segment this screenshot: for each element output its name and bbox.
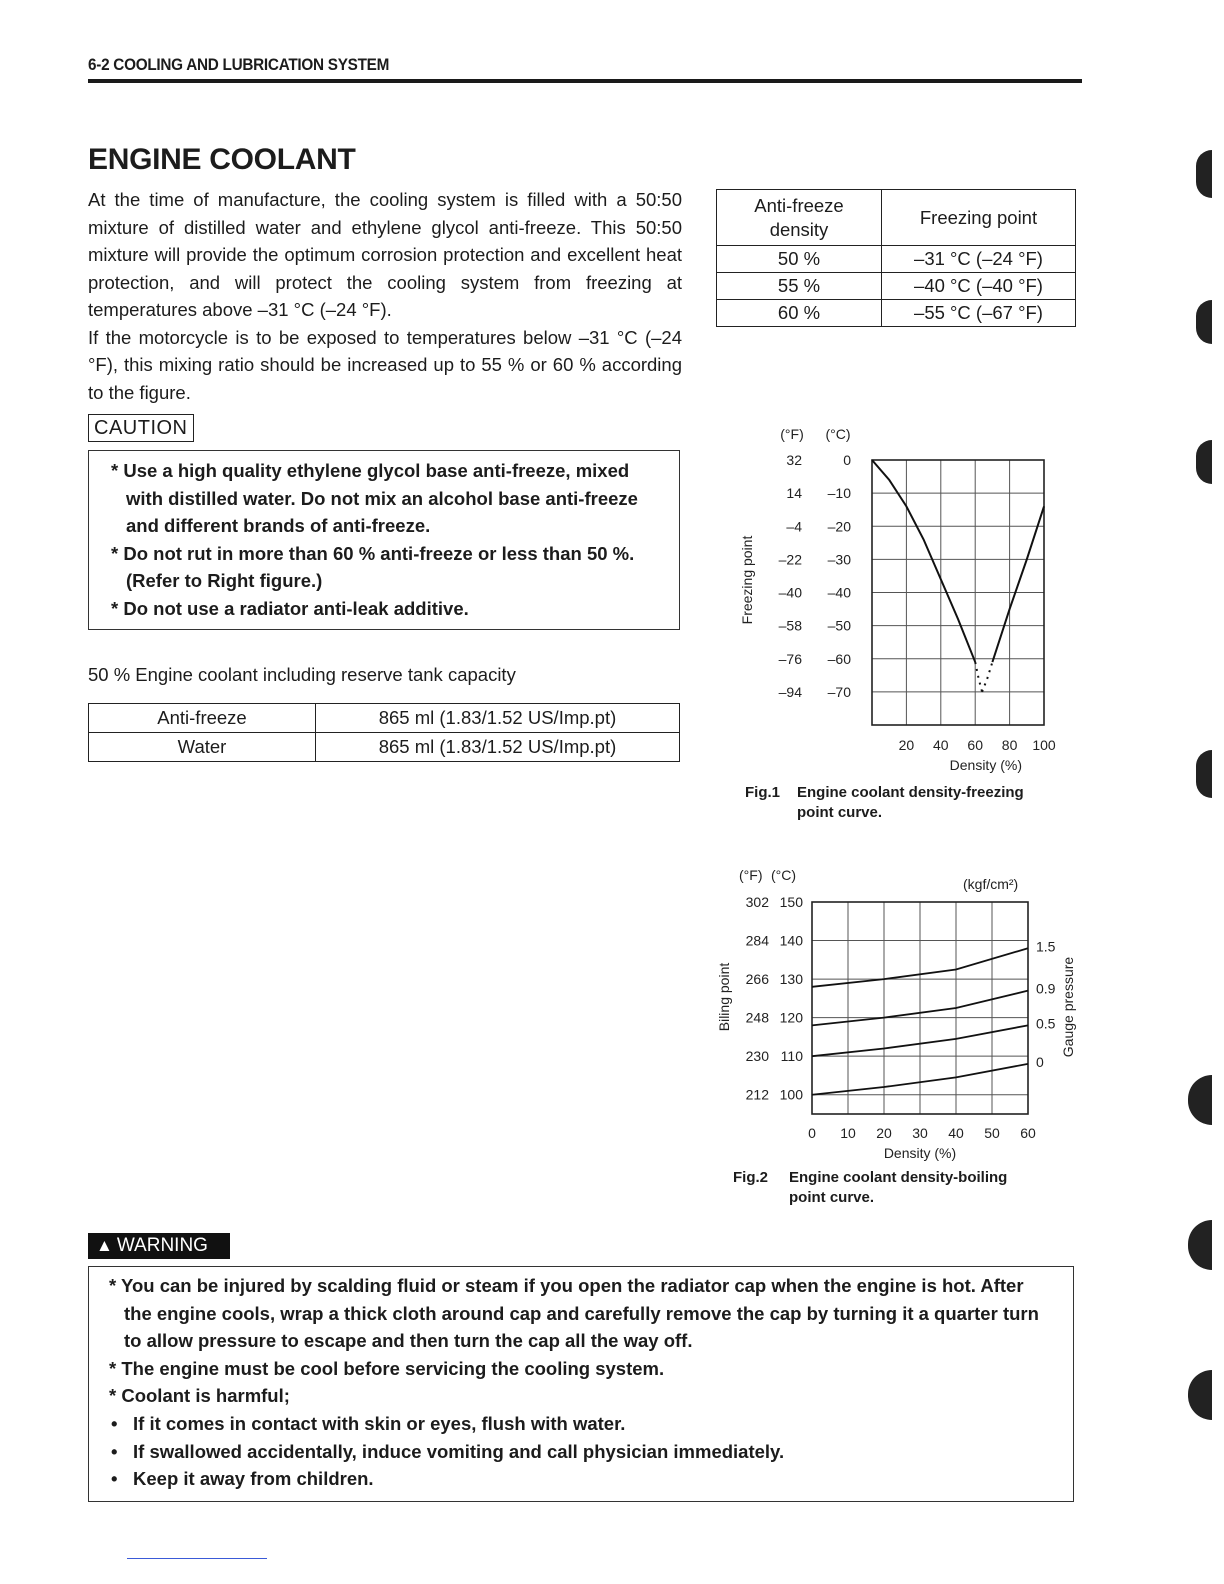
x-tick-label: 20 bbox=[876, 1125, 892, 1141]
capacity-value: 865 ml (1.83/1.52 US/Imp.pt) bbox=[316, 704, 680, 733]
warning-item: * The engine must be cool before servicing the cooling system. bbox=[109, 1355, 1053, 1383]
y-tick-label-f: 14 bbox=[786, 485, 802, 502]
binder-mark bbox=[1188, 1075, 1212, 1125]
capacity-table bbox=[88, 703, 680, 762]
pressure-label: 0.5 bbox=[1036, 1015, 1056, 1032]
x-tick-label: 30 bbox=[912, 1125, 928, 1141]
y-axis-label: Biling point bbox=[716, 962, 732, 1032]
figure-1-number: Fig.1 bbox=[745, 784, 781, 801]
section-header: 6-2 COOLING AND LUBRICATION SYSTEM bbox=[88, 55, 390, 74]
binder-mark bbox=[1196, 750, 1212, 798]
x-tick-label: 80 bbox=[1001, 737, 1018, 753]
y-tick-label-c: –60 bbox=[827, 650, 851, 667]
table-row bbox=[717, 273, 1076, 300]
figure-1-caption-line2: point curve. bbox=[797, 804, 883, 821]
y-tick-label-c: –50 bbox=[827, 617, 851, 634]
y-tick-label-c: 150 bbox=[779, 894, 803, 910]
figure-2-caption-line2: point curve. bbox=[789, 1189, 875, 1206]
figure-2-caption bbox=[733, 1168, 1007, 1208]
freezing-point-cell: –31 °C (–24 °F) bbox=[882, 246, 1076, 273]
y-tick-label-f: –4 bbox=[786, 518, 802, 535]
y-tick-label-f: 266 bbox=[745, 971, 769, 988]
caution-item: * Do not use a radiator anti-leak additive. bbox=[111, 595, 659, 623]
x-tick-label: 20 bbox=[898, 737, 915, 753]
intro-text bbox=[88, 186, 682, 406]
freezing-curve-line bbox=[992, 506, 1044, 662]
warning-triangle-icon: ▲ bbox=[96, 1236, 113, 1255]
x-tick-label: 0 bbox=[808, 1125, 816, 1141]
freezing-point-chart bbox=[720, 415, 1080, 780]
y-tick-label-f: 212 bbox=[745, 1086, 769, 1103]
y-tick-label-f: –40 bbox=[778, 584, 802, 601]
y-tick-label-c: 100 bbox=[779, 1086, 803, 1103]
figure-1-caption bbox=[745, 783, 1024, 823]
footer-rule bbox=[127, 1558, 267, 1559]
caution-list bbox=[89, 451, 679, 623]
table-row bbox=[89, 704, 680, 733]
warning-label bbox=[88, 1233, 230, 1259]
figure-1-caption-line1: Engine coolant density-freezing bbox=[797, 784, 1024, 801]
boiling-point-chart bbox=[705, 860, 1085, 1165]
warning-bullet: • If swallowed accidentally, induce vomiting and call physician immediately. bbox=[111, 1438, 1073, 1466]
density-cell: 60 % bbox=[717, 300, 882, 327]
intro-paragraph-2: If the motorcycle is to be exposed to temperatures below –31 °C (–24 °F), this mixing ratio should be increased up to 55 % or 60 % according to the figure. bbox=[88, 326, 682, 403]
axis-unit-c: (°C) bbox=[825, 426, 851, 442]
binder-mark bbox=[1196, 440, 1212, 484]
pressure-label: 1.5 bbox=[1036, 938, 1056, 955]
page-title: ENGINE COOLANT bbox=[88, 143, 356, 176]
y2-axis-label: Gauge pressure bbox=[1060, 956, 1076, 1058]
freezing-curve-line bbox=[975, 662, 982, 692]
caution-label: CAUTION bbox=[88, 414, 194, 442]
warning-item: * Coolant is harmful; bbox=[109, 1382, 1053, 1410]
figure-2-caption-line1: Engine coolant density-boiling bbox=[789, 1169, 1008, 1186]
warning-bullet: • If it comes in contact with skin or eyes, flush with water. bbox=[111, 1410, 1073, 1438]
caution-item: * Do not rut in more than 60 % anti-freeze or less than 50 %. (Refer to Right figure.) bbox=[111, 540, 659, 595]
x-tick-label: 100 bbox=[1032, 737, 1056, 753]
x-axis-label: Density (%) bbox=[883, 1145, 957, 1161]
y-tick-label-f: 230 bbox=[745, 1048, 769, 1065]
x-axis-label: Density (%) bbox=[949, 757, 1022, 773]
pressure-label: 0 bbox=[1036, 1053, 1044, 1070]
y-tick-label-c: 110 bbox=[780, 1048, 803, 1065]
freezing-point-table bbox=[716, 189, 1076, 327]
density-cell: 55 % bbox=[717, 273, 882, 300]
density-cell: 50 % bbox=[717, 246, 882, 273]
y-tick-label-c: –70 bbox=[827, 683, 851, 700]
table-row bbox=[717, 246, 1076, 273]
axis-unit-f: (°F) bbox=[780, 426, 804, 442]
axis-unit-pressure: (kgf/cm²) bbox=[963, 876, 1019, 892]
warning-bullet: • Keep it away from children. bbox=[111, 1465, 1073, 1493]
y-tick-label-f: –94 bbox=[778, 683, 802, 700]
binder-mark bbox=[1188, 1220, 1212, 1270]
y-tick-label-f: –22 bbox=[778, 551, 802, 568]
pressure-label: 0.9 bbox=[1036, 980, 1056, 997]
warning-item: * You can be injured by scalding fluid or steam if you open the radiator cap when the engine is hot. After the engine cools, wrap a thick cloth around cap and carefully remove the cap by turning it a quarter turn to allow pressure to escape and then turn the cap all the way off. bbox=[109, 1272, 1053, 1355]
y-tick-label-c: 140 bbox=[779, 932, 803, 949]
figure-2-number: Fig.2 bbox=[733, 1169, 769, 1186]
binder-mark bbox=[1196, 300, 1212, 344]
axis-unit-f: (°F) bbox=[739, 867, 763, 883]
table-row bbox=[717, 300, 1076, 327]
freezing-curve-line bbox=[872, 460, 975, 662]
x-tick-label: 60 bbox=[967, 737, 983, 753]
y-tick-label-f: –58 bbox=[778, 617, 802, 634]
column-header-freezing-point: Freezing point bbox=[882, 190, 1076, 246]
y-tick-label-f: 302 bbox=[745, 894, 769, 910]
x-tick-label: 50 bbox=[984, 1125, 1000, 1141]
y-tick-label-c: –40 bbox=[827, 584, 851, 601]
capacity-value: 865 ml (1.83/1.52 US/Imp.pt) bbox=[316, 733, 680, 762]
capacity-name: Water bbox=[89, 733, 316, 762]
caution-item: * Use a high quality ethylene glycol base anti-freeze, mixed with distilled water. Do not mix an alcohol base anti-freeze and different brands of anti-freeze. bbox=[111, 457, 659, 540]
intro-paragraph-1: At the time of manufacture, the cooling system is filled with a 50:50 mixture of distilled water and ethylene glycol anti-freeze. This 50:50 mixture will provide the optimum corrosion protection and excellent heat protection, and will protect the cooling system from freezing at temperatures above –31 °C (–24 °F). bbox=[88, 189, 682, 320]
header-rule bbox=[88, 79, 1082, 83]
capacity-name: Anti-freeze bbox=[89, 704, 316, 733]
warning-box bbox=[88, 1266, 1074, 1502]
y-tick-label-c: –10 bbox=[827, 485, 851, 502]
y-tick-label-f: –76 bbox=[778, 650, 802, 667]
y-tick-label-f: 248 bbox=[745, 1009, 769, 1026]
warning-bullets bbox=[89, 1410, 1073, 1493]
axis-unit-c: (°C) bbox=[771, 867, 797, 883]
table-row bbox=[89, 733, 680, 762]
freezing-point-cell: –55 °C (–67 °F) bbox=[882, 300, 1076, 327]
warning-list bbox=[89, 1267, 1073, 1410]
x-tick-label: 40 bbox=[933, 737, 949, 753]
x-tick-label: 10 bbox=[840, 1125, 856, 1141]
binder-mark bbox=[1188, 1370, 1212, 1420]
freezing-curve-line bbox=[982, 662, 992, 692]
y-tick-label-c: –20 bbox=[827, 518, 851, 535]
caution-box bbox=[88, 450, 680, 630]
y-axis-label: Freezing point bbox=[739, 535, 755, 625]
x-tick-label: 40 bbox=[948, 1125, 964, 1141]
y-tick-label-c: –30 bbox=[827, 551, 851, 568]
freezing-point-cell: –40 °C (–40 °F) bbox=[882, 273, 1076, 300]
column-header-density: Anti-freeze density bbox=[717, 190, 882, 246]
y-tick-label-c: 0 bbox=[843, 452, 851, 468]
y-tick-label-f: 284 bbox=[745, 932, 769, 949]
capacity-label: 50 % Engine coolant including reserve tank capacity bbox=[88, 664, 516, 685]
x-tick-label: 60 bbox=[1020, 1125, 1036, 1141]
binder-mark bbox=[1196, 150, 1212, 198]
warning-label-text: WARNING bbox=[116, 1235, 208, 1256]
y-tick-label-f: 32 bbox=[786, 452, 802, 468]
y-tick-label-c: 120 bbox=[779, 1009, 803, 1026]
y-tick-label-c: 130 bbox=[779, 971, 803, 988]
table-header-row bbox=[717, 190, 1076, 246]
